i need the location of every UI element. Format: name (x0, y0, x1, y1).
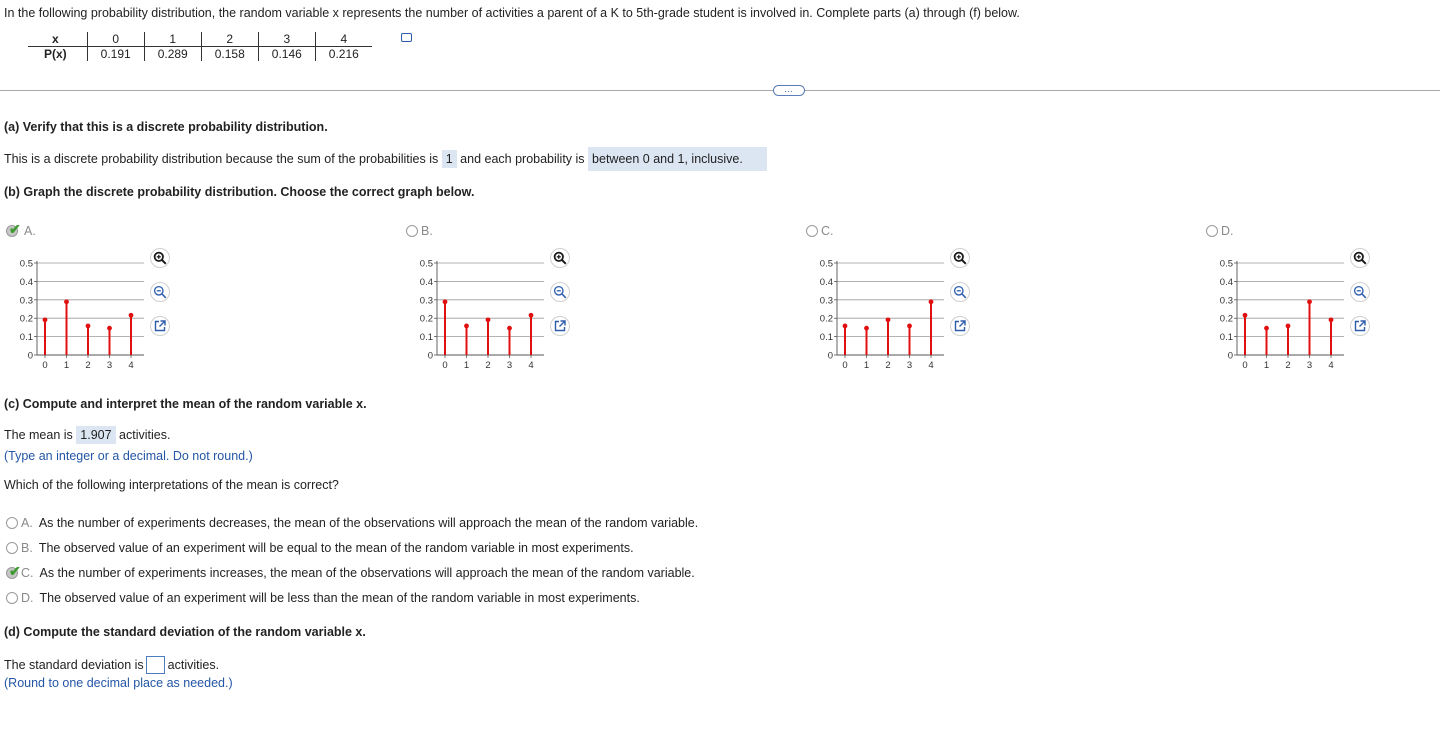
part-a-heading: (a) Verify that this is a discrete probability distribution. (4, 120, 328, 134)
y-tick-label: 0.1 (419, 332, 433, 344)
table-x-cell: 3 (258, 32, 315, 47)
zoom-out-icon[interactable] (550, 282, 570, 302)
x-tick-label: 3 (506, 360, 513, 371)
table-p-cell: 0.289 (144, 47, 201, 62)
zoom-out-icon[interactable] (950, 282, 970, 302)
x-tick-label: 2 (485, 360, 491, 371)
y-tick-label: 0.5 (1219, 258, 1233, 270)
graph-option-d[interactable] (1206, 224, 1234, 238)
graph-option-label: C. (821, 224, 834, 238)
pmf-point (1307, 299, 1312, 304)
zoom-in-icon[interactable] (1350, 248, 1370, 268)
sd-text-pre: The standard deviation is (4, 658, 144, 672)
pmf-point (107, 326, 112, 331)
x-tick-label: 3 (106, 360, 113, 371)
y-tick-label: 0.3 (819, 295, 833, 307)
y-tick-label: 0 (427, 350, 433, 362)
part-a-text-mid: and each probability is (460, 152, 585, 166)
pmf-point (129, 313, 134, 318)
pmf-point (886, 317, 891, 322)
problem-intro: In the following probability distribution, the random variable x represents the number of activities a parent of a K to 5th-grade student is involved in. Complete parts (a) through (f) below. (4, 6, 1020, 20)
pmf-point (43, 317, 48, 322)
interpretation-question: Which of the following interpretations of the mean is correct? (4, 478, 339, 492)
y-tick-label: 0 (827, 350, 833, 362)
x-tick-label: 4 (128, 360, 134, 371)
radio-icon[interactable] (6, 542, 18, 554)
pmf-chart[interactable] (2, 252, 152, 377)
zoom-out-icon[interactable] (150, 282, 170, 302)
pmf-point (1264, 326, 1269, 331)
option-letter: B. (21, 541, 33, 555)
table-p-cell: 0.158 (201, 47, 258, 62)
sd-hint: (Round to one decimal place as needed.) (4, 676, 233, 690)
sd-sentence (4, 656, 219, 674)
x-tick-label: 2 (85, 360, 91, 371)
more-button[interactable]: … (773, 85, 805, 96)
graph-option-label: B. (421, 224, 433, 238)
y-tick-label: 0.2 (419, 313, 433, 325)
y-tick-label: 0.2 (1219, 313, 1233, 325)
x-tick-label: 1 (463, 360, 470, 371)
radio-icon[interactable] (1206, 225, 1218, 237)
open-external-icon[interactable] (1350, 316, 1370, 336)
y-tick-label: 0.5 (819, 258, 833, 270)
pmf-point (86, 324, 91, 329)
table-x-cell: 0 (87, 32, 144, 47)
option-text: As the number of experiments increases, the mean of the observations will approach the mean of the random variable. (39, 566, 695, 580)
y-tick-label: 0.4 (819, 276, 833, 288)
mean-answer[interactable]: 1.907 (76, 426, 115, 444)
pmf-point (443, 299, 448, 304)
table-x-header: x (28, 32, 87, 47)
pmf-point (1329, 317, 1334, 322)
sum-answer[interactable]: 1 (442, 150, 457, 168)
zoom-in-icon[interactable] (150, 248, 170, 268)
zoom-out-icon[interactable] (1350, 282, 1370, 302)
x-tick-label: 3 (906, 360, 913, 371)
radio-icon[interactable] (806, 225, 818, 237)
x-tick-label: 0 (842, 360, 848, 371)
radio-icon[interactable] (6, 592, 18, 604)
interpretation-option-d[interactable] (6, 591, 640, 605)
table-p-header: P(x) (44, 47, 67, 61)
zoom-in-icon[interactable] (550, 248, 570, 268)
y-tick-label: 0.5 (19, 258, 33, 270)
y-tick-label: 0.1 (1219, 332, 1233, 344)
table-p-cell: 0.146 (258, 47, 315, 62)
sd-text-post: activities. (167, 658, 220, 672)
pmf-point (529, 313, 534, 318)
pmf-point (929, 299, 934, 304)
mean-hint: (Type an integer or a decimal. Do not round.) (4, 449, 253, 463)
y-tick-label: 0.3 (419, 295, 433, 307)
table-p-cell: 0.216 (315, 47, 372, 62)
pmf-point (1286, 324, 1291, 329)
y-tick-label: 0.2 (819, 313, 833, 325)
pmf-point (843, 324, 848, 329)
y-tick-label: 0.5 (419, 258, 433, 270)
option-letter: C. (21, 566, 34, 580)
range-answer[interactable]: between 0 and 1, inclusive. (588, 147, 767, 171)
x-tick-label: 4 (928, 360, 934, 371)
x-tick-label: 0 (442, 360, 448, 371)
pmf-point (486, 317, 491, 322)
probability-table (28, 32, 372, 61)
y-tick-label: 0.1 (819, 332, 833, 344)
option-text: The observed value of an experiment will be less than the mean of the random variable in most experiments. (39, 591, 640, 605)
graph-option-a[interactable] (6, 221, 36, 238)
y-tick-label: 0.1 (19, 332, 33, 344)
table-x-cell: 1 (144, 32, 201, 47)
x-tick-label: 3 (1306, 360, 1313, 371)
x-tick-label: 4 (1328, 360, 1334, 371)
x-tick-label: 2 (1285, 360, 1291, 371)
x-tick-label: 2 (885, 360, 891, 371)
interpretation-option-c[interactable] (6, 563, 695, 580)
open-external-icon[interactable] (950, 316, 970, 336)
x-tick-label: 0 (1242, 360, 1248, 371)
radio-icon[interactable] (6, 517, 18, 529)
graph-option-label: A. (24, 224, 36, 238)
table-x-cell: 2 (201, 32, 258, 47)
pmf-point (1243, 313, 1248, 318)
interpretation-option-a[interactable] (6, 516, 698, 530)
y-tick-label: 0.2 (19, 313, 33, 325)
part-a-text-pre: This is a discrete probability distribution because the sum of the probabilities is (4, 152, 439, 166)
pmf-chart[interactable] (402, 252, 552, 377)
x-tick-label: 1 (63, 360, 70, 371)
x-tick-label: 1 (1263, 360, 1270, 371)
table-x-cell: 4 (315, 32, 372, 47)
y-tick-label: 0 (27, 350, 33, 362)
y-tick-label: 0.3 (19, 295, 33, 307)
open-external-icon[interactable] (150, 316, 170, 336)
mean-sentence (4, 428, 170, 442)
part-c-heading: (c) Compute and interpret the mean of the random variable x. (4, 397, 367, 411)
part-b-heading: (b) Graph the discrete probability distribution. Choose the correct graph below. (4, 185, 475, 199)
pmf-point (64, 299, 69, 304)
zoom-in-icon[interactable] (950, 248, 970, 268)
option-letter: A. (21, 516, 33, 530)
graph-option-label: D. (1221, 224, 1234, 238)
y-tick-label: 0 (1227, 350, 1233, 362)
pmf-point (864, 326, 869, 331)
graph-option-c[interactable] (806, 224, 834, 238)
section-divider (0, 90, 1440, 91)
pmf-point (464, 324, 469, 329)
sd-input[interactable] (146, 656, 165, 674)
y-tick-label: 0.4 (1219, 276, 1233, 288)
check-icon: ✔ (9, 221, 21, 237)
y-tick-label: 0.3 (1219, 295, 1233, 307)
pmf-point (507, 326, 512, 331)
pmf-chart[interactable] (802, 252, 952, 377)
mean-text-post: activities. (119, 428, 171, 442)
open-external-icon[interactable] (550, 316, 570, 336)
graph-option-b[interactable] (406, 224, 433, 238)
option-text: The observed value of an experiment will be equal to the mean of the random variable in most experiments. (38, 541, 634, 555)
x-tick-label: 4 (528, 360, 534, 371)
pmf-point (907, 324, 912, 329)
part-d-heading: (d) Compute the standard deviation of the random variable x. (4, 625, 366, 639)
mean-text-pre: The mean is (4, 428, 73, 442)
part-a-sentence (4, 152, 767, 166)
check-icon: ✔ (9, 563, 21, 579)
x-tick-label: 1 (863, 360, 870, 371)
table-p-cell: 0.191 (87, 47, 144, 62)
copy-table-icon[interactable] (401, 33, 412, 42)
y-tick-label: 0.4 (419, 276, 433, 288)
option-letter: D. (21, 591, 34, 605)
pmf-chart[interactable] (1202, 252, 1352, 377)
radio-icon[interactable] (406, 225, 418, 237)
y-tick-label: 0.4 (19, 276, 33, 288)
interpretation-option-b[interactable] (6, 541, 634, 555)
x-tick-label: 0 (42, 360, 48, 371)
option-text: As the number of experiments decreases, the mean of the observations will approach the mean of the random variable. (38, 516, 699, 530)
